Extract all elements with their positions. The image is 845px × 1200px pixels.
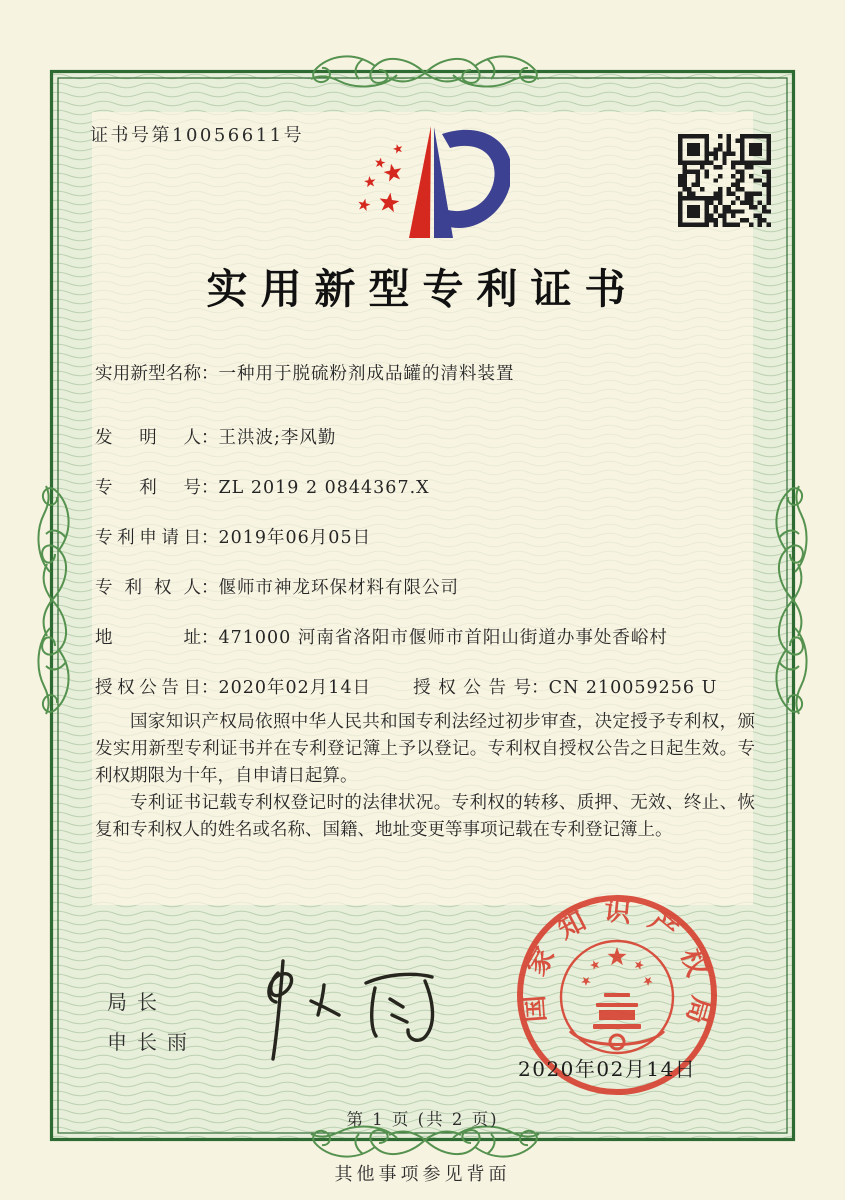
field-value: ZL 2019 2 0844367.X [218,478,430,498]
field-label-grant-number: 授权公告号 [413,678,532,698]
legal-paragraph-2: 专利证书记载专利权登记时的法律状况。专利权的转移、质押、无效、终止、恢复和专利权人的姓名或名称、国籍、地址变更等事项记载在专利登记簿上。 [95,793,755,840]
seal-date: 2020年02月14日 [518,1057,697,1081]
field-row-patent-number: 专利号：ZL 2019 2 0844367.X [95,476,775,501]
field-value: 王洪波;李风勤 [218,428,337,448]
field-value: 2019年06月05日 [218,528,372,548]
svg-text:国家知识产权局 [518,895,717,1042]
field-value: 2020年02月14日 [218,678,372,698]
signature-icon [216,955,456,1065]
signer-title: 局长 [107,990,167,1014]
field-row-patentee: 专利权人：偃师市神龙环保材料有限公司 [95,576,775,601]
qr-code-icon [678,134,771,227]
field-label: 地址 [95,628,201,648]
field-label: 实用新型名称 [95,364,201,384]
field-value: 一种用于脱硫粉剂成品罐的清料装置 [218,364,515,384]
field-value: 偃师市神龙环保材料有限公司 [218,578,459,598]
field-row-utility-model-name: 实用新型名称：一种用于脱硫粉剂成品罐的清料装置 [95,362,775,387]
legal-text [95,709,755,844]
seal-text: 国家知识产权局 [517,895,718,1043]
field-value-grant-number: CN 210059256 U [548,678,718,698]
back-note: 其他事项参见背面 [334,1164,511,1185]
certificate-number: 证书号第10056611号 [90,125,305,146]
certificate-title: 实用新型专利证书 [206,265,639,313]
field-row-grant-date-and-number: 授权公告日：2020年02月14日 授权公告号：CN 210059256 U [95,676,775,701]
field-row-filing-date: 专利申请日：2019年06月05日 [95,526,775,551]
field-label: 专利号 [95,478,201,498]
signer-name: 申长雨 [107,1030,197,1054]
cnipa-patent-logo-icon [330,114,510,244]
field-row-inventor: 发明人：王洪波;李风勤 [95,426,775,451]
field-label: 发明人 [95,428,201,448]
field-row-address: 地址：471000 河南省洛阳市偃师市首阳山街道办事处香峪村 [95,626,775,651]
field-value: 471000 河南省洛阳市偃师市首阳山街道办事处香峪村 [218,628,668,648]
field-label: 专利申请日 [95,528,201,548]
field-label: 专利权人 [95,578,201,598]
page-number: 第 1 页 (共 2 页) [346,1110,499,1129]
field-label: 授权公告日 [95,678,201,698]
legal-paragraph-1: 国家知识产权局依照中华人民共和国专利法经过初步审查，决定授予专利权，颁发实用新型专利证书并在专利登记簿上予以登记。专利权自授权公告之日起生效。专利权期限为十年，自申请日起算。 [95,712,755,786]
